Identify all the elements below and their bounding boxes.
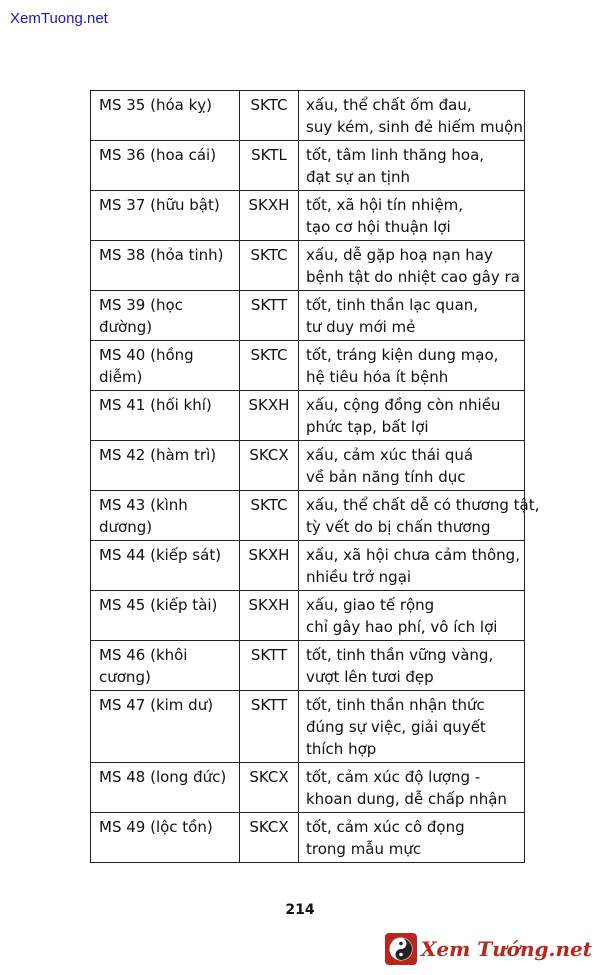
page-number: 214 [285,902,315,918]
row-description-cell [299,641,525,691]
description-line: phức tạp, bất lợi [306,418,429,436]
description-line: đạt sự an tịnh [306,168,410,186]
table-row [91,763,525,813]
description-line: tốt, cảm xúc cô đọng [306,818,465,836]
description-line: xấu, dễ gặp hoạ nạn hay [306,246,493,264]
attribute-table [90,90,540,863]
row-code-cell: SKTC [240,91,299,141]
description-line: tạo cơ hội thuận lợi [306,218,451,236]
description-line: tốt, tráng kiện dung mạo, [306,346,499,364]
row-code-cell: SKXH [240,191,299,241]
row-name-cell: MS 44 (kiếp sát) [91,541,240,591]
description-line: tốt, cảm xúc độ lượng - [306,768,481,786]
row-code-cell: SKCX [240,763,299,813]
description-line: tốt, tinh thần vững vàng, [306,646,494,664]
row-name-cell: MS 38 (hỏa tinh) [91,241,240,291]
row-name-cell: MS 42 (hàm trì) [91,441,240,491]
row-description-cell [299,491,540,541]
row-name-cell: MS 36 (hoa cái) [91,141,240,191]
description-line: đúng sự việc, giải quyết [306,718,486,736]
table-row [91,441,525,491]
row-name-cell: MS 40 (hồng diễm) [91,341,240,391]
table-row [91,291,525,341]
row-description-cell [299,763,525,813]
row-code-cell: SKTT [240,291,299,341]
row-code-cell: SKTT [240,691,299,763]
row-description-cell [299,291,525,341]
description-line: chỉ gây hao phí, vô ích lợi [306,618,498,636]
table-row [91,141,525,191]
table-row [91,241,525,291]
page-content [90,90,540,863]
row-name-cell: MS 39 (học đường) [91,291,240,341]
row-code-cell: SKCX [240,441,299,491]
description-line: hệ tiêu hóa ít bệnh [306,368,449,386]
row-description-cell [299,341,525,391]
description-line: xấu, cảm xúc thái quá [306,446,474,464]
table-row [91,641,525,691]
description-line: nhiều trở ngại [306,568,412,586]
table-row [91,191,525,241]
row-description-cell [299,241,525,291]
row-name-cell: MS 41 (hối khí) [91,391,240,441]
table-row [91,541,525,591]
description-line: tốt, tinh thần nhận thức [306,696,485,714]
description-line: tốt, tinh thần lạc quan, [306,296,479,314]
description-line: khoan dung, dễ chấp nhận [306,790,507,808]
description-line: xấu, thể chất ốm đau, [306,96,472,114]
row-name-cell: MS 43 (kình dương) [91,491,240,541]
description-line: về bản năng tính dục [306,468,466,486]
row-name-cell: MS 48 (long đức) [91,763,240,813]
yin-yang-icon [385,933,417,965]
watermark-text: Xem Tướng.net [420,937,592,961]
row-name-cell: MS 37 (hữu bật) [91,191,240,241]
table-row [91,391,525,441]
row-code-cell: SKTL [240,141,299,191]
row-name-cell: MS 47 (kim dư) [91,691,240,763]
row-description-cell [299,391,525,441]
description-line: xấu, thể chất dễ có thương tật, [306,496,540,514]
row-description-cell [299,541,525,591]
row-name-cell: MS 46 (khôi cương) [91,641,240,691]
description-line: xấu, cộng đồng còn nhiều [306,396,501,414]
description-line: tư duy mới mẻ [306,318,416,336]
table-row [91,691,525,763]
description-line: tốt, xã hội tín nhiệm, [306,196,464,214]
row-code-cell: SKXH [240,541,299,591]
row-description-cell [299,91,525,141]
description-line: xấu, giao tế rộng [306,596,435,614]
table-row [91,591,525,641]
site-header: XemTuong.net [10,10,108,27]
table-row [91,91,525,141]
table-row [91,491,525,541]
row-name-cell: MS 35 (hóa kỵ) [91,91,240,141]
table-row [91,813,525,863]
watermark-logo [385,933,592,965]
row-description-cell [299,691,525,763]
row-code-cell: SKCX [240,813,299,863]
row-description-cell [299,141,525,191]
row-code-cell: SKTC [240,241,299,291]
table-body [91,91,540,863]
row-description-cell [299,441,525,491]
row-description-cell [299,813,525,863]
description-line: bệnh tật do nhiệt cao gây ra [306,268,520,286]
row-code-cell: SKTT [240,641,299,691]
row-description-cell [299,591,525,641]
description-line: xấu, xã hội chưa cảm thông, [306,546,520,564]
row-code-cell: SKTC [240,341,299,391]
row-description-cell [299,191,525,241]
row-name-cell: MS 45 (kiếp tài) [91,591,240,641]
description-line: thích hợp [306,740,377,758]
description-line: tỳ vết do bị chấn thương [306,518,491,536]
row-name-cell: MS 49 (lộc tồn) [91,813,240,863]
table-row [91,341,525,391]
row-code-cell: SKTC [240,491,299,541]
description-line: tốt, tâm linh thăng hoa, [306,146,485,164]
row-code-cell: SKXH [240,591,299,641]
description-line: vượt lên tươi đẹp [306,668,434,686]
description-line: trong mẫu mực [306,840,422,858]
row-code-cell: SKXH [240,391,299,441]
description-line: suy kém, sinh đẻ hiếm muộn [306,118,523,136]
